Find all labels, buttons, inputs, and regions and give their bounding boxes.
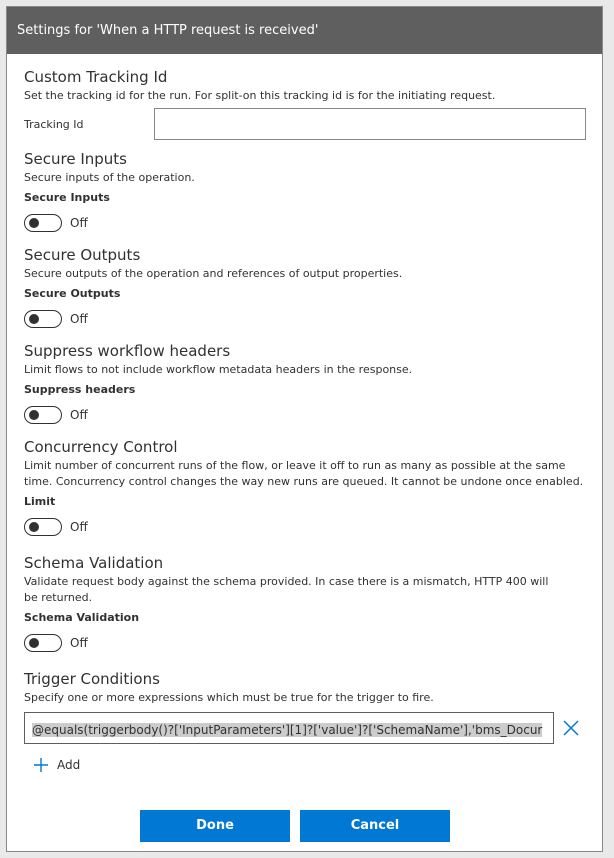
- tracking-id-label: Tracking Id: [24, 118, 84, 131]
- add-condition-label: Add: [57, 758, 81, 772]
- suppress-headers-toggle-row: [24, 406, 589, 428]
- concurrency-toggle-row: [24, 518, 584, 540]
- concurrency-section: [24, 437, 584, 540]
- concurrency-state: Off: [70, 520, 88, 534]
- concurrency-description: Limit number of concurrent runs of the flow, or leave it off to run as many as possible at the same time. Concurrency control changes the way new runs are queued. It cannot be undone once enabled.: [24, 459, 584, 488]
- schema-validation-title: Schema Validation: [24, 554, 164, 572]
- schema-validation-section: [24, 553, 564, 656]
- schema-validation-description: Validate request body against the schema provided. In case there is a mismatch, HTTP 400 will be returned.: [24, 575, 549, 604]
- concurrency-limit-toggle[interactable]: [24, 518, 62, 536]
- tracking-row: [24, 108, 589, 140]
- toggle-knob: [29, 410, 39, 420]
- concurrency-title: Concurrency Control: [24, 438, 178, 456]
- secure-inputs-toggle[interactable]: [24, 214, 62, 232]
- secure-outputs-title: Secure Outputs: [24, 246, 141, 264]
- close-icon[interactable]: [561, 718, 581, 738]
- suppress-headers-label: Suppress headers: [24, 383, 136, 396]
- schema-validation-toggle[interactable]: [24, 634, 62, 652]
- tracking-description: Set the tracking id for the run. For split-on this tracking id is for the initiating request.: [24, 89, 496, 102]
- schema-validation-label: Schema Validation: [24, 611, 140, 624]
- secure-outputs-toggle[interactable]: [24, 310, 62, 328]
- trigger-condition-text: @equals(triggerbody()?['InputParameters'][1]?['value']?['SchemaName'],'bms_Docur: [32, 723, 543, 737]
- secure-inputs-description: Secure inputs of the operation.: [24, 171, 195, 184]
- settings-dialog: [6, 6, 603, 852]
- secure-outputs-description: Secure outputs of the operation and references of output properties.: [24, 267, 403, 280]
- suppress-headers-section: [24, 341, 589, 428]
- done-button[interactable]: Done: [140, 810, 290, 842]
- toggle-knob: [29, 522, 39, 532]
- suppress-headers-description: Limit flows to not include workflow metadata headers in the response.: [24, 363, 413, 376]
- suppress-headers-title: Suppress workflow headers: [24, 342, 231, 360]
- suppress-headers-toggle[interactable]: [24, 406, 62, 424]
- tracking-title: Custom Tracking Id: [24, 68, 168, 86]
- toggle-knob: [29, 638, 39, 648]
- trigger-conditions-section: [24, 669, 589, 776]
- schema-validation-state: Off: [70, 636, 88, 650]
- dialog-title: Settings for 'When a HTTP request is received': [7, 7, 602, 54]
- secure-inputs-title: Secure Inputs: [24, 150, 127, 168]
- secure-outputs-section: [24, 245, 589, 332]
- cancel-button[interactable]: Cancel: [300, 810, 450, 842]
- schema-validation-toggle-row: [24, 634, 564, 656]
- secure-inputs-section: [24, 149, 589, 236]
- tracking-id-input[interactable]: [154, 108, 586, 140]
- secure-inputs-label: Secure Inputs: [24, 191, 110, 204]
- tracking-section: [24, 67, 589, 140]
- trigger-condition-input[interactable]: [24, 712, 554, 744]
- secure-outputs-toggle-row: [24, 310, 589, 332]
- trigger-conditions-title: Trigger Conditions: [24, 670, 160, 688]
- secure-outputs-label: Secure Outputs: [24, 287, 121, 300]
- plus-icon: [33, 757, 49, 773]
- toggle-knob: [29, 314, 39, 324]
- suppress-headers-state: Off: [70, 408, 88, 422]
- secure-inputs-state: Off: [70, 216, 88, 230]
- toggle-knob: [29, 218, 39, 228]
- secure-outputs-state: Off: [70, 312, 88, 326]
- trigger-conditions-description: Specify one or more expressions which must be true for the trigger to fire.: [24, 691, 434, 704]
- trigger-condition-row: [24, 712, 589, 744]
- secure-inputs-toggle-row: [24, 214, 589, 236]
- add-condition-button[interactable]: [24, 754, 589, 776]
- concurrency-limit-label: Limit: [24, 495, 56, 508]
